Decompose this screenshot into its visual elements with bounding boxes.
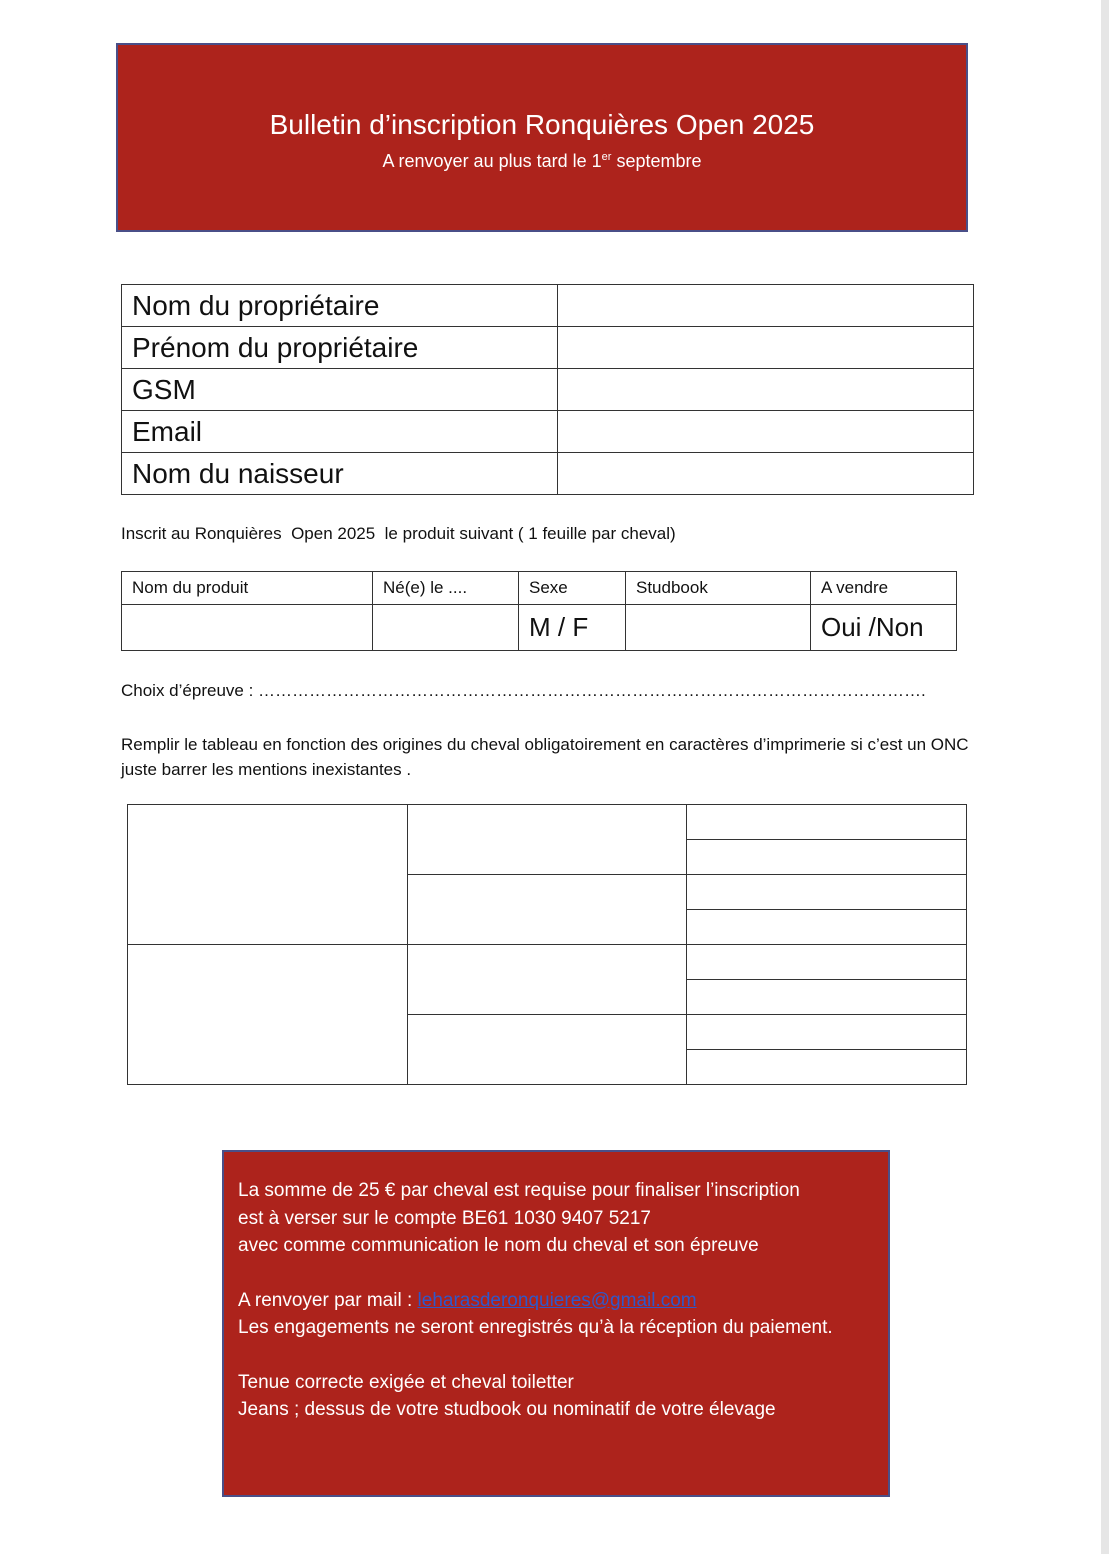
breeder-name-input[interactable]: [558, 453, 974, 495]
header-banner: [116, 43, 968, 232]
owner-name-input[interactable]: [558, 285, 974, 327]
pedigree-ancestor-cell[interactable]: [687, 945, 967, 980]
product-intro-text: Inscrit au Ronquières Open 2025 le produit suivant ( 1 feuille par cheval): [121, 524, 676, 543]
pedigree-grandparent-cell[interactable]: [407, 805, 687, 875]
table-row: [122, 605, 957, 651]
owner-field-label: GSM: [122, 369, 558, 411]
for-sale-choice[interactable]: Oui /Non: [811, 605, 957, 651]
pedigree-dam-cell[interactable]: [128, 945, 408, 1085]
dress-code-paragraph: Tenue correcte exigée et cheval toiletter Jeans ; dessus de votre studbook ou nominatif de votre élevage: [238, 1371, 776, 1420]
table-row: [122, 369, 974, 411]
fee-paragraph: La somme de 25 € par cheval est requise pour finaliser l’inscription est à verser sur le compte BE61 1030 9407 5217 avec comme communication le nom du cheval et son épreuve: [238, 1180, 800, 1256]
pedigree-ancestor-cell[interactable]: [687, 875, 967, 910]
owner-info-table: [121, 284, 974, 495]
column-header: A vendre: [811, 572, 957, 605]
table-row: [122, 327, 974, 369]
table-header-row: [122, 572, 957, 605]
table-row: [122, 411, 974, 453]
pedigree-grandparent-cell[interactable]: [407, 1015, 687, 1085]
pedigree-ancestor-cell[interactable]: [687, 910, 967, 945]
gsm-input[interactable]: [558, 369, 974, 411]
payment-info-box: [222, 1150, 890, 1497]
column-header: Sexe: [519, 572, 626, 605]
pedigree-table: [127, 804, 967, 1085]
form-title: Bulletin d’inscription Ronquières Open 2025: [269, 109, 815, 140]
pedigree-sire-cell[interactable]: [128, 805, 408, 945]
owner-field-label: Email: [122, 411, 558, 453]
email-input[interactable]: [558, 411, 974, 453]
pedigree-grandparent-cell[interactable]: [407, 945, 687, 1015]
page-edge: [1101, 0, 1109, 1554]
table-row: [122, 453, 974, 495]
pedigree-ancestor-cell[interactable]: [687, 1050, 967, 1085]
deadline-subtitle: A renvoyer au plus tard le 1er septembre: [382, 151, 702, 171]
birth-date-input[interactable]: [373, 605, 519, 651]
pedigree-instruction: Remplir le tableau en fonction des origines du cheval obligatoirement en caractères d’imprimerie si c’est un ONC juste barrer les mentions inexistantes .: [121, 735, 969, 779]
owner-field-label: Nom du propriétaire: [122, 285, 558, 327]
table-row: [128, 805, 967, 840]
product-table: [121, 571, 957, 651]
owner-firstname-input[interactable]: [558, 327, 974, 369]
table-row: [128, 945, 967, 980]
pedigree-ancestor-cell[interactable]: [687, 840, 967, 875]
column-header: Studbook: [626, 572, 811, 605]
column-header: Nom du produit: [122, 572, 373, 605]
owner-field-label: Nom du naisseur: [122, 453, 558, 495]
pedigree-ancestor-cell[interactable]: [687, 805, 967, 840]
column-header: Né(e) le ....: [373, 572, 519, 605]
pedigree-grandparent-cell[interactable]: [407, 875, 687, 945]
studbook-input[interactable]: [626, 605, 811, 651]
table-row: [122, 285, 974, 327]
event-choice-line: Choix d’épreuve : ……………………………………………………………………………………………………….: [121, 681, 926, 700]
sex-choice[interactable]: M / F: [519, 605, 626, 651]
owner-field-label: Prénom du propriétaire: [122, 327, 558, 369]
product-name-input[interactable]: [122, 605, 373, 651]
pedigree-ancestor-cell[interactable]: [687, 1015, 967, 1050]
pedigree-ancestor-cell[interactable]: [687, 980, 967, 1015]
mail-paragraph: A renvoyer par mail : leharasderonquieres@gmail.com Les engagements ne seront enregistrés qu’à la réception du paiement.: [238, 1289, 833, 1338]
email-link[interactable]: leharasderonquieres@gmail.com: [417, 1289, 697, 1311]
